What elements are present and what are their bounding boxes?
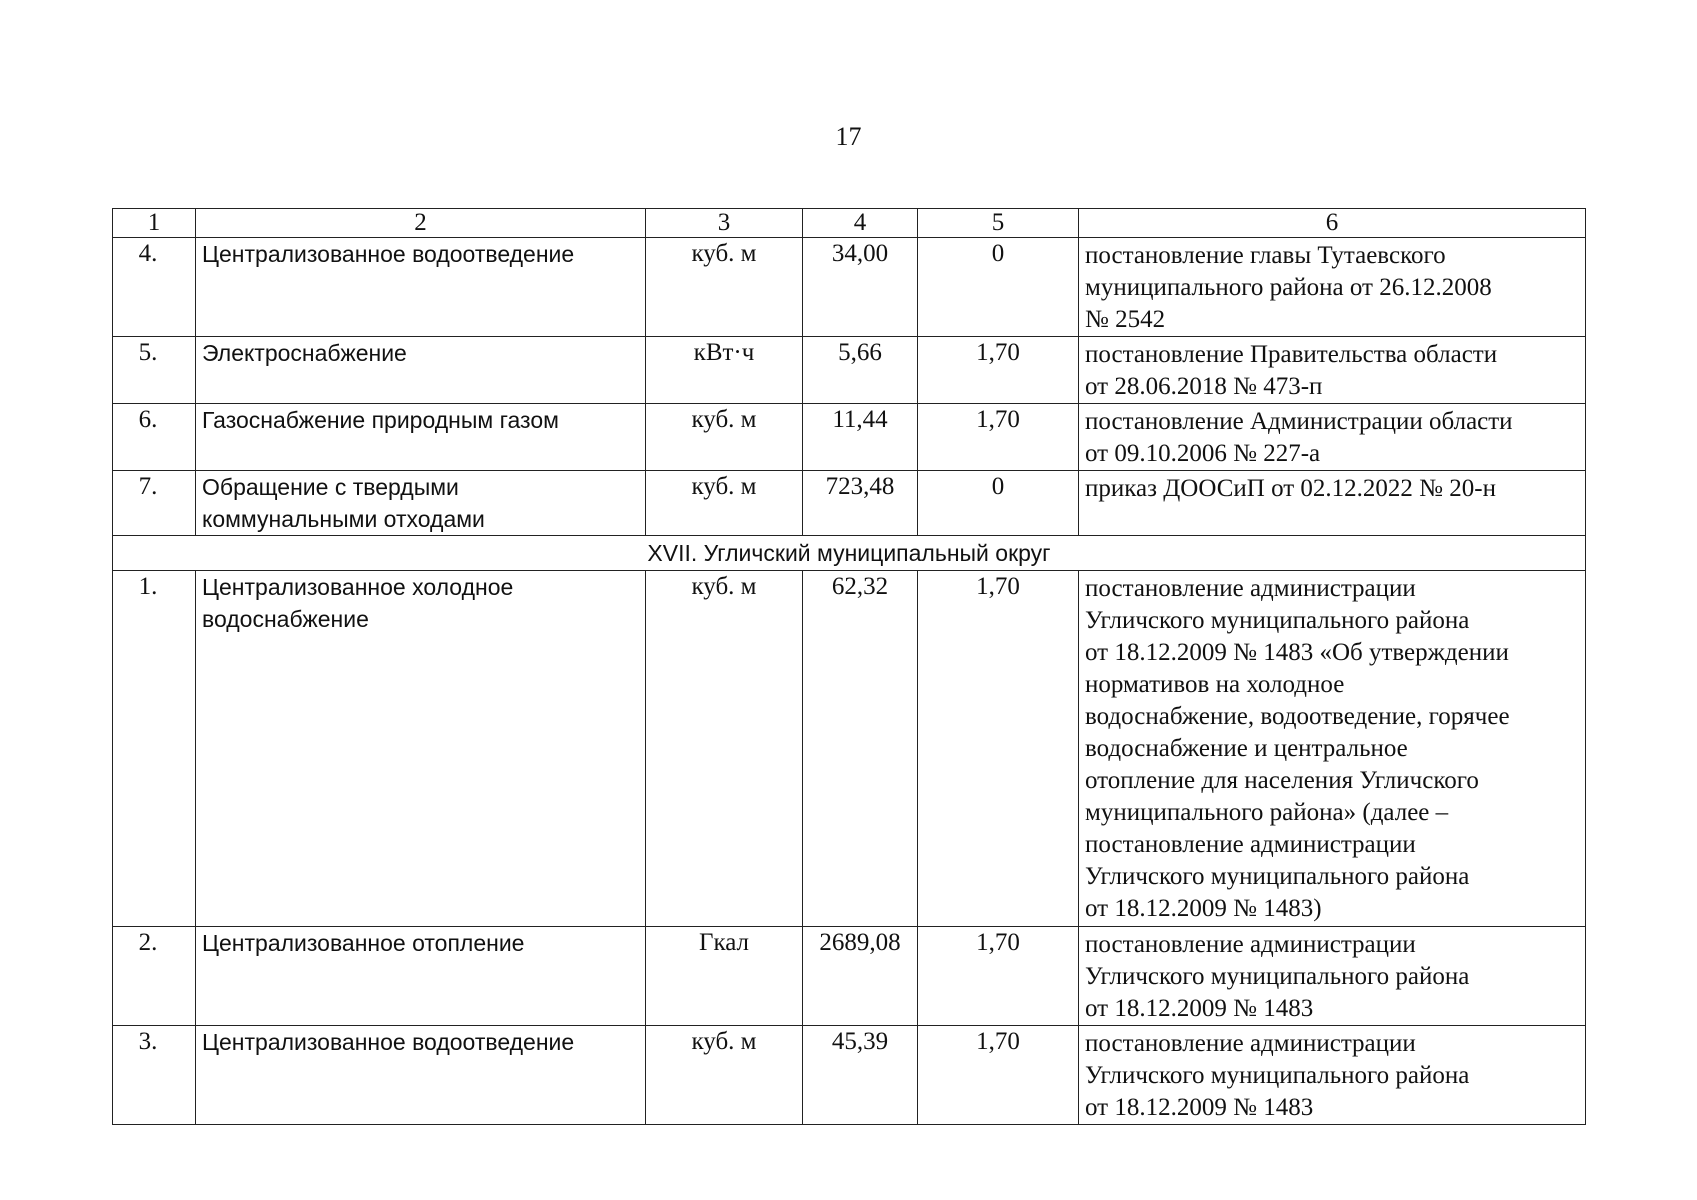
norms-table bbox=[112, 208, 1586, 1125]
coefficient: 1,70 bbox=[918, 927, 1079, 1026]
page-number: 17 bbox=[835, 122, 862, 151]
norm-value: 45,39 bbox=[803, 1026, 918, 1125]
row-number: 1. bbox=[113, 571, 196, 927]
legal-document: постановление администрации Угличского муниципального района от 18.12.2009 № 1483 bbox=[1079, 1026, 1586, 1125]
norm-value: 34,00 bbox=[803, 238, 918, 337]
unit: куб. м bbox=[646, 1026, 803, 1125]
table-row bbox=[113, 404, 1586, 471]
section-title: XVII. Угличский муниципальный округ bbox=[113, 536, 1586, 571]
column-number: 3 bbox=[646, 209, 803, 238]
row-number: 6. bbox=[113, 404, 196, 471]
legal-document: постановление администрации Угличского муниципального района от 18.12.2009 № 1483 bbox=[1079, 927, 1586, 1026]
service-name: Газоснабжение природным газом bbox=[196, 404, 646, 471]
table-row bbox=[113, 1026, 1586, 1125]
service-name: Централизованное отопление bbox=[196, 927, 646, 1026]
column-number: 1 bbox=[113, 209, 196, 238]
legal-document: постановление Правительства области от 28.06.2018 № 473-п bbox=[1079, 337, 1586, 404]
column-number-row bbox=[113, 209, 1586, 238]
column-number: 4 bbox=[803, 209, 918, 238]
unit: Гкал bbox=[646, 927, 803, 1026]
unit: куб. м bbox=[646, 404, 803, 471]
service-name: Централизованное холодное водоснабжение bbox=[196, 571, 646, 927]
service-name: Обращение с твердыми коммунальными отходами bbox=[196, 471, 646, 536]
section-row bbox=[113, 536, 1586, 571]
norm-value: 2689,08 bbox=[803, 927, 918, 1026]
legal-document: постановление администрации Угличского муниципального района от 18.12.2009 № 1483 «Об утверждении нормативов на холодное водоснабжение, водоотведение, горячее водоснабжение и центральное отопление для населения Угличского муниципального района» (далее – постановление администрации Угличского муниципального района от 18.12.2009 № 1483) bbox=[1079, 571, 1586, 927]
table-row bbox=[113, 927, 1586, 1026]
row-number: 2. bbox=[113, 927, 196, 1026]
unit: куб. м bbox=[646, 471, 803, 536]
row-number: 5. bbox=[113, 337, 196, 404]
table-row bbox=[113, 471, 1586, 536]
coefficient: 1,70 bbox=[918, 337, 1079, 404]
service-name: Электроснабжение bbox=[196, 337, 646, 404]
unit: кВт·ч bbox=[646, 337, 803, 404]
service-name: Централизованное водоотведение bbox=[196, 1026, 646, 1125]
norm-value: 5,66 bbox=[803, 337, 918, 404]
unit: куб. м bbox=[646, 571, 803, 927]
service-name: Централизованное водоотведение bbox=[196, 238, 646, 337]
table-row bbox=[113, 238, 1586, 337]
row-number: 3. bbox=[113, 1026, 196, 1125]
norm-value: 62,32 bbox=[803, 571, 918, 927]
legal-document: приказ ДООСиП от 02.12.2022 № 20-н bbox=[1079, 471, 1586, 536]
row-number: 4. bbox=[113, 238, 196, 337]
table-row bbox=[113, 337, 1586, 404]
coefficient: 1,70 bbox=[918, 571, 1079, 927]
column-number: 5 bbox=[918, 209, 1079, 238]
legal-document: постановление Администрации области от 09.10.2006 № 227-а bbox=[1079, 404, 1586, 471]
column-number: 2 bbox=[196, 209, 646, 238]
legal-document: постановление главы Тутаевского муниципального района от 26.12.2008 № 2542 bbox=[1079, 238, 1586, 337]
norm-value: 11,44 bbox=[803, 404, 918, 471]
row-number: 7. bbox=[113, 471, 196, 536]
table-row bbox=[113, 571, 1586, 927]
coefficient: 0 bbox=[918, 471, 1079, 536]
norm-value: 723,48 bbox=[803, 471, 918, 536]
coefficient: 0 bbox=[918, 238, 1079, 337]
coefficient: 1,70 bbox=[918, 404, 1079, 471]
coefficient: 1,70 bbox=[918, 1026, 1079, 1125]
unit: куб. м bbox=[646, 238, 803, 337]
column-number: 6 bbox=[1079, 209, 1586, 238]
